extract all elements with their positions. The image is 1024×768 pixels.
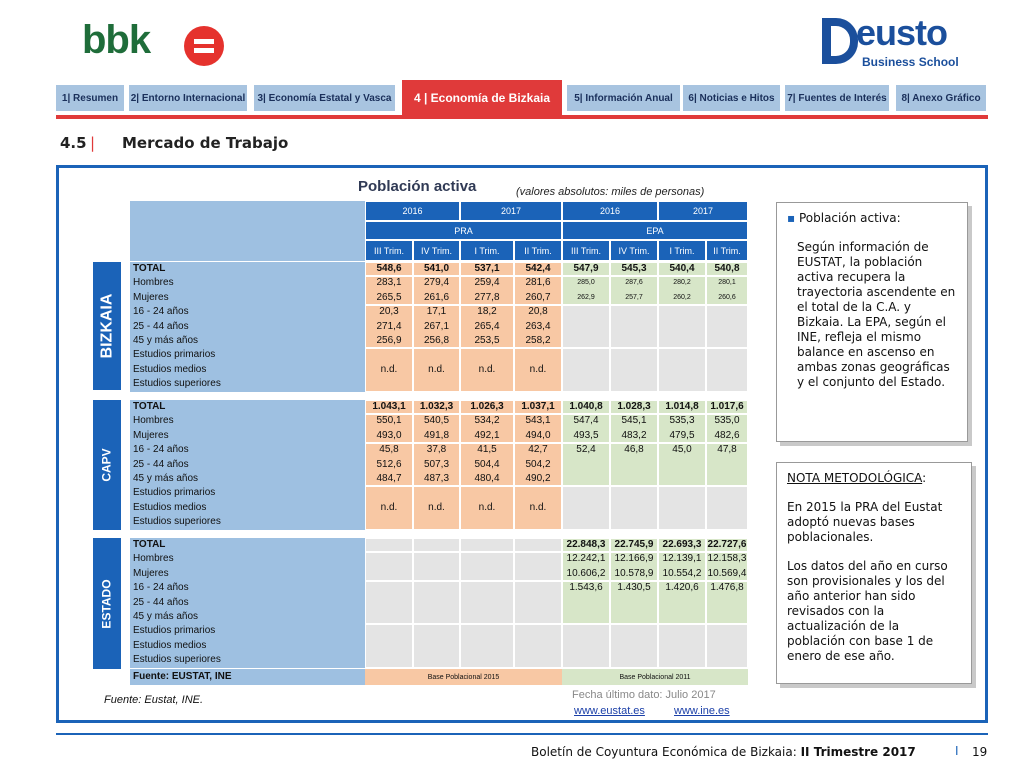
epa-cell-bg (563, 487, 609, 528)
pra-cell-bg (461, 539, 513, 551)
epa-value: 257,7 (625, 293, 643, 301)
section-separator: | (90, 134, 96, 152)
pra-value: 1.043,1 (372, 401, 406, 412)
epa-value: 12.166,9 (614, 553, 654, 565)
pra-value: 279,4 (423, 277, 450, 289)
pra-cell-bg (515, 553, 561, 580)
epa-value: 260,2 (673, 293, 691, 301)
pra-cell-bg (366, 625, 412, 666)
row-label: 45 y más años (133, 611, 199, 622)
pra-value: 265,5 (376, 291, 402, 303)
epa-value: 545,3 (621, 263, 647, 274)
tab-underline (56, 115, 988, 119)
epa-cell-bg (707, 625, 747, 666)
region-label (93, 400, 121, 530)
pra-value: 484,7 (376, 473, 402, 484)
pra-value: 259,4 (474, 277, 500, 289)
epa-value: 479,5 (669, 429, 695, 441)
pra-value: 504,4 (474, 458, 500, 470)
tab-7[interactable]: 7| Fuentes de Interés (785, 85, 889, 111)
deusto-logo (822, 12, 972, 72)
epa-value: 22.848,3 (566, 539, 606, 550)
footer-separator: I (955, 744, 959, 758)
tab-1[interactable]: 1| Resumen (56, 85, 124, 111)
footer-text (531, 745, 916, 759)
tab-5[interactable]: 5| Información Anual (567, 85, 680, 111)
row-label: Hombres (133, 277, 174, 289)
pra-value: 548,6 (376, 263, 402, 274)
row-label: 16 - 24 años (133, 582, 189, 594)
epa-cell-bg (563, 306, 609, 347)
footer-line (56, 733, 988, 735)
year-header: 2017 (460, 201, 562, 221)
epa-cell-bg (659, 625, 705, 666)
epa-value: 547,9 (573, 263, 599, 274)
epa-cell-bg (707, 306, 747, 347)
table-title: Población activa (358, 178, 477, 195)
row-label: 25 - 44 años (133, 596, 189, 608)
pra-value: 491,8 (423, 429, 450, 441)
na-cell: n.d. (414, 349, 459, 390)
pra-value: 480,4 (474, 473, 500, 484)
pra-value: 256,9 (376, 335, 402, 346)
row-label: Hombres (133, 553, 174, 565)
note-title: Población activa: (798, 211, 901, 225)
row-label: 25 - 44 años (133, 458, 189, 470)
row-label: Estudios medios (133, 363, 207, 375)
row-label: Mujeres (133, 429, 169, 441)
epa-value: 493,5 (573, 429, 599, 441)
pra-value: 17,1 (426, 306, 447, 318)
tab-4[interactable]: 4 | Economía de Bizkaia (402, 80, 562, 116)
pra-value: 45,8 (379, 444, 399, 456)
bullet-icon: ▪ (787, 211, 796, 225)
epa-value: 10.606,2 (566, 567, 606, 579)
pra-cell-bg (414, 553, 459, 580)
last-data-date: Fecha último dato: Julio 2017 (572, 689, 716, 701)
pra-value: 550,1 (376, 415, 402, 427)
row-label: Estudios superiores (133, 516, 221, 528)
epa-cell-bg (611, 487, 657, 528)
header-corner (130, 201, 365, 261)
na-cell: n.d. (366, 349, 412, 390)
epa-value: 10.569,4 (707, 567, 747, 579)
pra-value: 41,5 (477, 444, 497, 456)
page-number: 19 (972, 745, 988, 759)
bbk-logo (82, 18, 232, 68)
pra-cell-bg (366, 582, 412, 623)
row-label: Mujeres (133, 567, 169, 579)
pra-value: 493,0 (376, 429, 402, 441)
row-label: TOTAL (133, 263, 166, 274)
epa-cell-bg (611, 625, 657, 666)
pra-value: 537,1 (474, 263, 500, 274)
source-header-epa: EPA (562, 221, 748, 240)
pra-value: 504,2 (525, 458, 551, 470)
region-name: BIZKAIA (98, 293, 116, 359)
epa-value: 260,6 (718, 293, 736, 301)
trim-header: I Trim. (460, 240, 514, 261)
pra-cell-bg (461, 625, 513, 666)
epa-value: 262,9 (577, 293, 595, 301)
epa-cell-bg (659, 349, 705, 390)
section-title: Mercado de Trabajo (122, 134, 289, 152)
epa-value: 1.014,8 (665, 401, 699, 412)
pra-value: 542,4 (525, 263, 551, 274)
deusto-logo-name: eusto (856, 12, 948, 53)
row-label: 25 - 44 años (133, 320, 189, 332)
epa-value: 45,0 (672, 444, 692, 456)
na-cell: n.d. (366, 487, 412, 528)
region-name: ESTADO (100, 578, 114, 629)
table-source-row: Fuente: EUSTAT, INE (130, 669, 365, 685)
epa-cell-bg (611, 306, 657, 347)
footer-period: II Trimestre 2017 (800, 745, 916, 759)
tab-6[interactable]: 6| Noticias e Hitos (683, 85, 780, 111)
pra-value: 512,6 (376, 458, 402, 470)
row-label: Mujeres (133, 291, 169, 303)
pra-cell-bg (515, 582, 561, 623)
source-header-pra: PRA (365, 221, 562, 240)
epa-value: 545,1 (621, 415, 647, 427)
pra-value: 283,1 (376, 277, 402, 289)
pra-value: 20,8 (528, 306, 548, 318)
pra-value: 261,6 (423, 291, 450, 303)
epa-value: 1.543,6 (569, 582, 603, 594)
row-label: Estudios superiores (133, 654, 221, 666)
epa-value: 287,6 (625, 279, 643, 287)
epa-cell-bg (707, 349, 747, 390)
epa-value: 52,4 (576, 444, 596, 456)
pra-value: 253,5 (474, 335, 500, 346)
epa-value: 1.017,6 (710, 401, 744, 412)
na-cell: n.d. (461, 349, 513, 390)
pra-value: 540,5 (423, 415, 450, 427)
pra-cell-bg (461, 582, 513, 623)
epa-value: 285,0 (577, 279, 595, 287)
pra-cell-bg (414, 625, 459, 666)
row-label: TOTAL (133, 401, 166, 412)
pra-value: 490,2 (525, 473, 551, 484)
row-label: 45 y más años (133, 335, 199, 346)
pra-cell-bg (414, 539, 459, 551)
eustat-link[interactable]: www.eustat.es (574, 705, 645, 717)
epa-value: 482,6 (714, 429, 740, 441)
bbk-logo-text: bbk (82, 18, 151, 62)
epa-value: 22.693,3 (662, 539, 702, 550)
pra-cell-bg (515, 625, 561, 666)
row-label: Hombres (133, 415, 174, 427)
pra-value: 271,4 (376, 320, 402, 332)
epa-value: 10.578,9 (614, 567, 654, 579)
row-label: Estudios primarios (133, 349, 216, 361)
epa-value: 280,2 (673, 279, 691, 287)
epa-value: 1.028,3 (617, 401, 651, 412)
pra-cell-bg (366, 553, 412, 580)
region-label (93, 538, 121, 669)
epa-cell-bg (611, 349, 657, 390)
epa-cell-bg (659, 306, 705, 347)
pra-value: 20,3 (379, 306, 399, 318)
epa-cell-bg (563, 349, 609, 390)
pra-value: 256,8 (423, 335, 450, 346)
row-label: Estudios primarios (133, 487, 216, 499)
pra-value: 277,8 (474, 291, 500, 303)
epa-value: 1.040,8 (569, 401, 603, 412)
epa-cell-bg (659, 487, 705, 528)
table-subtitle: (valores absolutos: miles de personas) (516, 186, 705, 198)
epa-value: 12.242,1 (566, 553, 606, 565)
footer-label: Boletín de Coyuntura Económica de Bizkaia: (531, 745, 801, 759)
tab-2[interactable]: 2| Entorno Internacional (129, 85, 247, 111)
epa-value: 1.430,5 (617, 582, 651, 594)
pra-cell-bg (515, 539, 561, 551)
epa-cell-bg (707, 487, 747, 528)
epa-value: 22.745,9 (614, 539, 654, 550)
trim-header: III Trim. (365, 240, 413, 261)
epa-value: 46,8 (624, 444, 644, 456)
row-label: TOTAL (133, 539, 166, 550)
methodology-note (776, 462, 972, 684)
ine-link[interactable]: www.ine.es (674, 705, 730, 717)
row-label: Estudios superiores (133, 378, 221, 390)
pra-value: 37,8 (426, 444, 447, 456)
epa-value: 280,1 (718, 279, 736, 287)
epa-value: 1.420,6 (665, 582, 699, 594)
pra-value: 263,4 (525, 320, 551, 332)
pra-value: 42,7 (528, 444, 548, 456)
deusto-logo-sub: Business School (862, 55, 959, 69)
epa-cell-bg (563, 625, 609, 666)
section-number: 4.5 (60, 134, 87, 152)
pra-value: 541,0 (423, 263, 450, 274)
pra-value: 267,1 (423, 320, 450, 332)
source-note: Fuente: Eustat, INE. (104, 694, 204, 706)
pra-cell-bg (414, 582, 459, 623)
na-cell: n.d. (515, 487, 561, 528)
row-label: 16 - 24 años (133, 444, 189, 456)
pra-value: 494,0 (525, 429, 551, 441)
na-cell: n.d. (461, 487, 513, 528)
methodology-p2: Los datos del año en curso son provisionales y los del año anterior han sido revisados con la actualización de la población con base 1 de enero de ese año. (787, 559, 948, 663)
row-label: Estudios medios (133, 639, 207, 651)
trim-header: III Trim. (562, 240, 610, 261)
epa-value: 535,0 (714, 415, 740, 427)
pra-value: 534,2 (474, 415, 500, 427)
year-header: 2016 (562, 201, 658, 221)
pra-value: 258,2 (525, 335, 551, 346)
year-header: 2017 (658, 201, 748, 221)
region-name: CAPV (100, 448, 114, 482)
note-body: Según información de EUSTAT, la población activa recupera la trayectoria ascendente en el total de la C.A. y Bizkaia. La EPA, según el INE, refleja el mismo balance en ascenso en ambas zonas geográficas y el conjunto del Estado. (797, 240, 956, 389)
trim-header: II Trim. (514, 240, 562, 261)
pra-value: 543,1 (525, 415, 551, 427)
epa-value: 535,3 (669, 415, 695, 427)
pra-value: 487,3 (423, 473, 450, 484)
epa-value: 10.554,2 (662, 567, 702, 579)
deusto-d-icon (822, 18, 858, 64)
epa-value: 47,8 (717, 444, 737, 456)
na-cell: n.d. (515, 349, 561, 390)
pra-value: 1.032,3 (419, 401, 454, 412)
epa-value: 483,2 (621, 429, 647, 441)
poblacion-activa-note (776, 202, 968, 442)
epa-value: 12.139,1 (662, 553, 702, 565)
pra-value: 1.026,3 (470, 401, 504, 412)
methodology-p1: En 2015 la PRA del Eustat adoptó nuevas bases poblacionales. (787, 500, 943, 544)
row-label: 45 y más años (133, 473, 199, 484)
trim-header: II Trim. (706, 240, 748, 261)
epa-value: 22.727,6 (707, 539, 747, 550)
pra-value: 18,2 (477, 306, 497, 318)
epa-value: 1.476,8 (710, 582, 744, 594)
trim-header: IV Trim. (610, 240, 658, 261)
bbk-equals-icon (184, 26, 224, 66)
pra-value: 265,4 (474, 320, 500, 332)
epa-value: 12.158,3 (707, 553, 747, 565)
year-header: 2016 (365, 201, 460, 221)
row-label: Estudios medios (133, 501, 207, 513)
row-label: Estudios primarios (133, 625, 216, 637)
pra-cell-bg (461, 553, 513, 580)
tab-3[interactable]: 3| Economía Estatal y Vasca (254, 85, 395, 111)
epa-value: 540,8 (714, 263, 740, 274)
epa-value: 547,4 (573, 415, 599, 427)
pra-cell-bg (366, 539, 412, 551)
pra-value: 507,3 (423, 458, 450, 470)
base-epa: Base Poblacional 2011 (562, 669, 748, 685)
pra-value: 281,6 (525, 277, 551, 289)
methodology-colon: : (922, 471, 927, 485)
methodology-title: NOTA METODOLÓGICA (787, 471, 923, 485)
pra-value: 260,7 (525, 291, 551, 303)
base-pra: Base Poblacional 2015 (365, 669, 562, 685)
trim-header: I Trim. (658, 240, 706, 261)
pra-value: 1.037,1 (521, 401, 555, 412)
pra-value: 492,1 (474, 429, 500, 441)
na-cell: n.d. (414, 487, 459, 528)
trim-header: IV Trim. (413, 240, 460, 261)
row-label: 16 - 24 años (133, 306, 189, 318)
tab-8[interactable]: 8| Anexo Gráfico (896, 85, 986, 111)
region-label (93, 262, 121, 390)
epa-value: 540,4 (669, 263, 695, 274)
